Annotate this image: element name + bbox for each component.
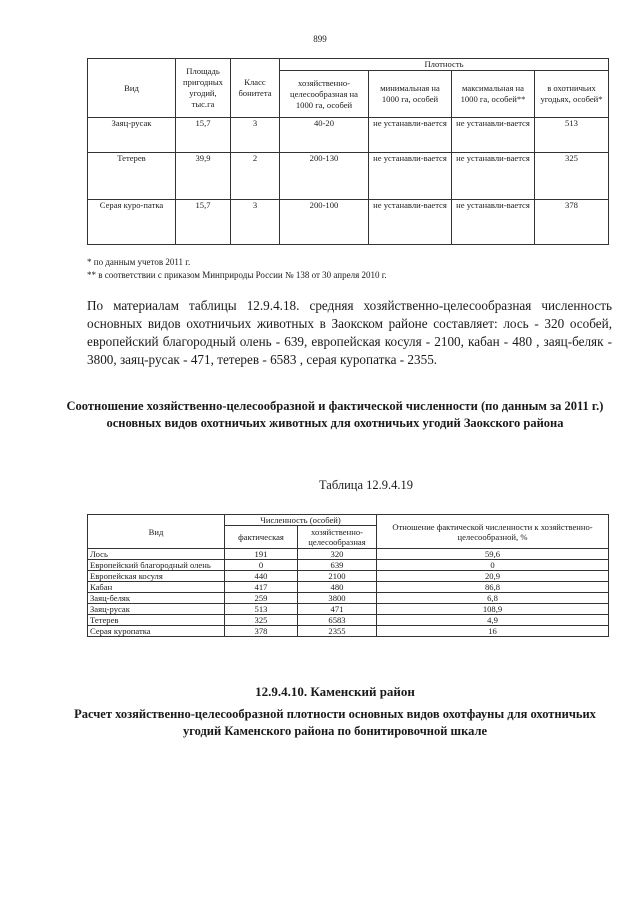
col-ratio: Отношение фактической численности к хозяйственно-целесообразной, % <box>377 515 609 549</box>
table-caption <box>0 478 640 493</box>
col-area: Площадь пригодных угодий, тыс.га <box>176 59 231 118</box>
cell-ratio: 4,9 <box>377 615 609 626</box>
cell-name: Заяц-русак <box>88 604 225 615</box>
table-row <box>88 549 609 560</box>
cell-ratio: 0 <box>377 560 609 571</box>
cell-ratio: 20,9 <box>377 571 609 582</box>
heading-ratio: Соотношение хозяйственно-целесообразной и фактической численности (по данным за 2011 г.) основных видов охотничьих животных для охотничьих угодий Заокского района <box>66 399 604 430</box>
cell-class: 3 <box>231 118 280 153</box>
col-hunt: в охотничьих угодьях, особей* <box>535 71 609 118</box>
col-econ: хозяйственно-целесообразная <box>298 526 377 549</box>
cell-fact: 191 <box>225 549 298 560</box>
col-econ: хозяйственно-целесообразная на 1000 га, особей <box>280 71 369 118</box>
cell-ratio: 6,8 <box>377 593 609 604</box>
cell-hunt: 513 <box>535 118 609 153</box>
cell-name: Серая куропатка <box>88 626 225 637</box>
col-vid: Вид <box>88 515 225 549</box>
cell-name: Серая куро-патка <box>88 200 176 245</box>
cell-econ: 3800 <box>298 593 377 604</box>
col-max: максимальная на 1000 га, особей** <box>452 71 535 118</box>
cell-econ: 480 <box>298 582 377 593</box>
col-fact: фактическая <box>225 526 298 549</box>
cell-econ: 6583 <box>298 615 377 626</box>
table-row <box>88 571 609 582</box>
ratio-table <box>87 514 609 637</box>
footnote-2: ** в соответствии с приказом Минприроды России № 138 от 30 апреля 2010 г. <box>87 270 387 280</box>
table-row <box>88 560 609 571</box>
cell-econ: 639 <box>298 560 377 571</box>
table-row <box>88 153 609 200</box>
cell-fact: 259 <box>225 593 298 604</box>
footnote-1: * по данным учетов 2011 г. <box>87 257 191 267</box>
cell-min: не устанавли-вается <box>369 200 452 245</box>
cell-class: 2 <box>231 153 280 200</box>
cell-fact: 513 <box>225 604 298 615</box>
table-row <box>88 626 609 637</box>
cell-fact: 440 <box>225 571 298 582</box>
table-row <box>88 582 609 593</box>
cell-name: Тетерев <box>88 153 176 200</box>
col-vid: Вид <box>88 59 176 118</box>
cell-name: Тетерев <box>88 615 225 626</box>
cell-min: не устанавли-вается <box>369 118 452 153</box>
cell-name: Лось <box>88 549 225 560</box>
cell-name: Кабан <box>88 582 225 593</box>
cell-fact: 378 <box>225 626 298 637</box>
cell-econ: 2100 <box>298 571 377 582</box>
cell-hunt: 325 <box>535 153 609 200</box>
cell-name: Европейский благородный олень <box>88 560 225 571</box>
table-row <box>88 593 609 604</box>
section-title: 12.9.4.10. Каменский район <box>255 684 415 699</box>
cell-econ: 320 <box>298 549 377 560</box>
cell-fact: 0 <box>225 560 298 571</box>
cell-name: Европейская косуля <box>88 571 225 582</box>
cell-class: 3 <box>231 200 280 245</box>
cell-hunt: 378 <box>535 200 609 245</box>
cell-max: не устанавли-вается <box>452 118 535 153</box>
cell-econ: 2355 <box>298 626 377 637</box>
col-count: Численность (особей) <box>225 515 377 526</box>
cell-name: Заяц-беляк <box>88 593 225 604</box>
cell-ratio: 16 <box>377 626 609 637</box>
table-row <box>88 615 609 626</box>
cell-econ: 471 <box>298 604 377 615</box>
page-number: 899 <box>313 34 327 44</box>
cell-ratio: 108,9 <box>377 604 609 615</box>
cell-name: Заяц-русак <box>88 118 176 153</box>
cell-max: не устанавли-вается <box>452 153 535 200</box>
cell-fact: 417 <box>225 582 298 593</box>
table-row <box>88 200 609 245</box>
body-paragraph: По материалам таблицы 12.9.4.18. средняя хозяйственно-целесообразная численность основных видов охотничьих животных в Заокском районе составляет: лось - 320 особей, европейский благородный олень - 639, европейская косуля - 2100, кабан - 480 , заяц-беляк - 3800, заяц-русак - 471, тетерев - 6583 , серая куропатка - 2355. <box>87 298 612 367</box>
heading-calculation: Расчет хозяйственно-целесообразной плотности основных видов охотфауны для охотничьих угодий Каменского района по бонитировочной шкале <box>74 707 596 738</box>
col-min: минимальная на 1000 га, особей <box>369 71 452 118</box>
cell-area: 15,7 <box>176 118 231 153</box>
cell-econ: 200-130 <box>280 153 369 200</box>
cell-econ: 200-100 <box>280 200 369 245</box>
cell-fact: 325 <box>225 615 298 626</box>
col-class: Класс бонитета <box>231 59 280 118</box>
cell-ratio: 59,6 <box>377 549 609 560</box>
cell-max: не устанавли-вается <box>452 200 535 245</box>
table-row <box>88 604 609 615</box>
cell-econ: 40-20 <box>280 118 369 153</box>
col-density: Плотность <box>280 59 609 71</box>
table-caption-text: Таблица 12.9.4.19 <box>318 478 414 492</box>
cell-min: не устанавли-вается <box>369 153 452 200</box>
density-table <box>87 58 609 245</box>
cell-ratio: 86,8 <box>377 582 609 593</box>
table-row <box>88 118 609 153</box>
cell-area: 15,7 <box>176 200 231 245</box>
cell-area: 39,9 <box>176 153 231 200</box>
